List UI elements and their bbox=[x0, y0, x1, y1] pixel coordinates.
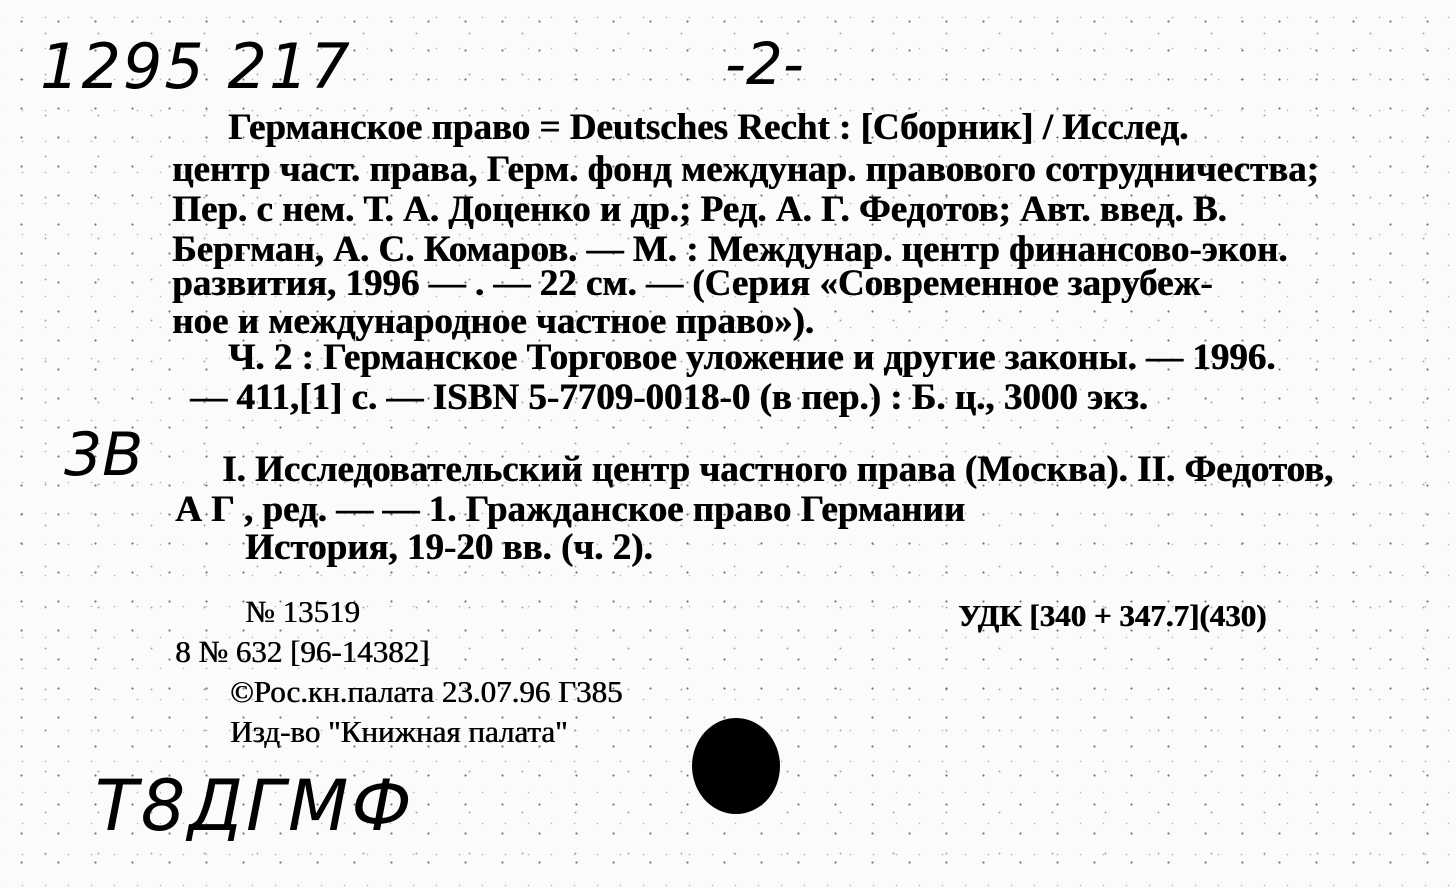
tracing-line: I. Исследовательский центр частного права (Москва). II. Федотов, bbox=[222, 449, 1334, 490]
handwritten-page-mark: -2- bbox=[725, 30, 804, 98]
book-chamber-line: ©Рос.кн.палата 23.07.96 Г385 bbox=[230, 674, 623, 709]
record-line: — 411,[1] с. — ISBN 5-7709-0018-0 (в пер.) : Б. ц., 3000 экз. bbox=[190, 377, 1148, 418]
record-line: центр част. права, Герм. фонд междунар. правового сотрудничества; bbox=[172, 149, 1319, 190]
record-line: ное и международное частное право»). bbox=[172, 301, 814, 342]
handwritten-code: Т8ДГМФ bbox=[95, 765, 415, 847]
tracing-line: А Г , ред. — — 1. Гражданское право Германии bbox=[175, 489, 966, 530]
udk-code: УДК [340 + 347.7](430) bbox=[958, 598, 1267, 633]
record-line: Германское право = Deutsches Recht : [Сборник] / Исслед. bbox=[228, 107, 1189, 148]
registration-number-2: 8 № 632 [96-14382] bbox=[175, 634, 430, 669]
record-line: Пер. с нем. Т. А. Доценко и др.; Ред. А. Г. Федотов; Авт. введ. В. bbox=[172, 189, 1227, 230]
record-line: Бергман, А. С. Комаров. — М. : Междунар. центр финансово-экон. bbox=[172, 229, 1288, 270]
punch-hole bbox=[692, 718, 780, 814]
handwritten-number: 1295 217 bbox=[40, 30, 352, 103]
record-line: развития, 1996 — . — 22 см. — (Серия «Современное зарубеж- bbox=[172, 263, 1213, 304]
handwritten-side-mark: 3B bbox=[64, 420, 144, 490]
record-line: Ч. 2 : Германское Торговое уложение и другие законы. — 1996. bbox=[228, 337, 1276, 378]
publisher-line: Изд-во "Книжная палата" bbox=[230, 714, 568, 749]
tracing-line: История, 19-20 вв. (ч. 2). bbox=[245, 527, 653, 568]
registration-number: № 13519 bbox=[245, 594, 360, 629]
